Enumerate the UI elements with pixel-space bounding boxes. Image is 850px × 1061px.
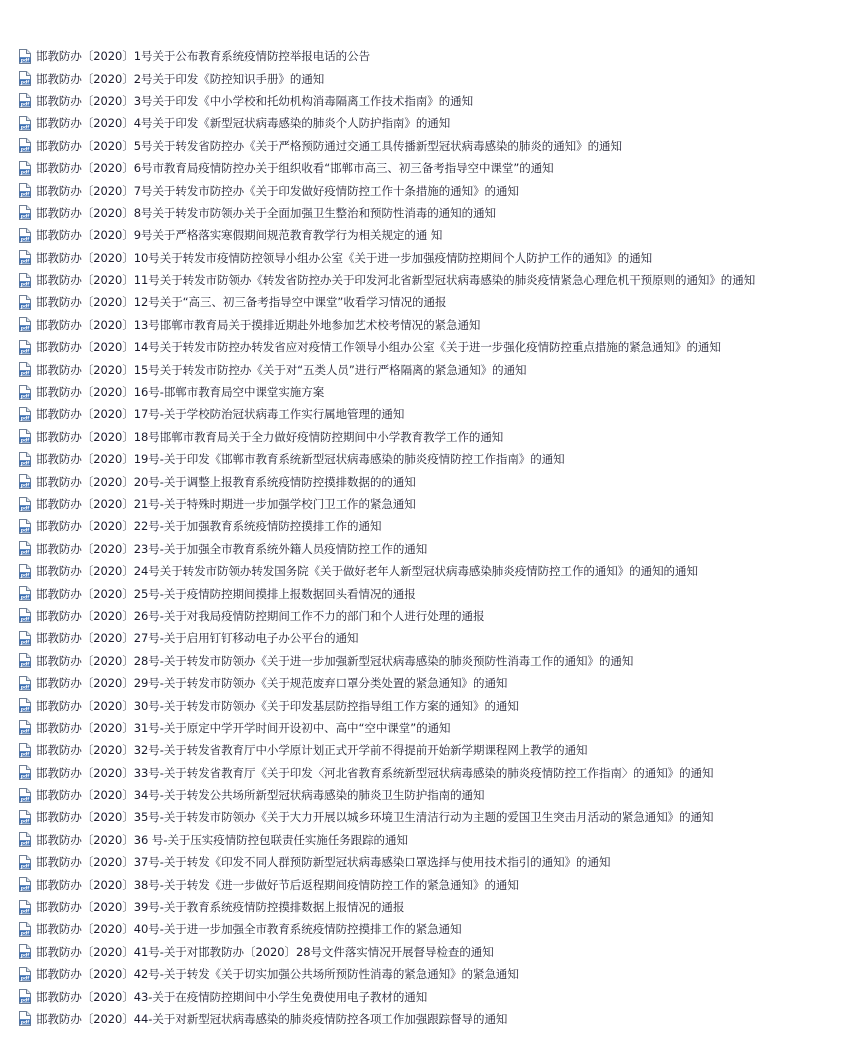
svg-text:pdf: pdf [20,80,30,86]
document-list-item[interactable] [18,1008,850,1030]
document-link[interactable]: 邯教防办〔2020〕24号关于转发市防领办转发国务院《关于做好老年人新型冠状病毒感染肺炎疫情防控工作的通知》的通知的通知 [36,564,698,579]
document-list-item[interactable] [18,67,850,89]
document-list-item[interactable] [18,851,850,873]
pdf-file-icon [18,71,31,86]
svg-text:pdf: pdf [20,998,30,1004]
document-link[interactable]: 邯教防办〔2020〕13号邯郸市教育局关于摸排近期赴外地参加艺术校考情况的紧急通知 [36,317,481,332]
document-link[interactable]: 邯教防办〔2020〕29号-关于转发市防领办《关于规范废弃口罩分类处置的紧急通知》的通知 [36,676,508,691]
pdf-file-icon [18,944,31,959]
pdf-file-icon [18,273,31,288]
svg-text:pdf: pdf [20,170,30,176]
svg-text:pdf: pdf [20,976,30,982]
svg-text:pdf: pdf [20,573,30,579]
pdf-file-icon [18,877,31,892]
document-list-item[interactable] [18,739,850,761]
svg-text:pdf: pdf [20,752,30,758]
pdf-file-icon [18,832,31,847]
svg-text:pdf: pdf [20,371,30,377]
svg-text:pdf: pdf [20,797,30,803]
document-link[interactable]: 邯教防办〔2020〕20号-关于调整上报教育系统疫情防控摸排数据的的通知 [36,474,416,489]
svg-text:pdf: pdf [20,103,30,109]
document-link[interactable]: 邯教防办〔2020〕36 号-关于压实疫情防控包联责任实施任务跟踪的通知 [36,832,408,847]
svg-text:pdf: pdf [20,685,30,691]
document-link[interactable]: 邯教防办〔2020〕10号关于转发市疫情防控领导小组办公室《关于进一步加强疫情防控期间个人防护工作的通知》的通知 [36,250,653,265]
document-list-item[interactable] [18,336,850,358]
svg-text:pdf: pdf [20,259,30,265]
document-link[interactable]: 邯教防办〔2020〕32号-关于转发省教育厅中小学原计划正式开学前不得提前开始新学期课程网上教学的通知 [36,743,588,758]
document-list-item[interactable] [18,784,850,806]
pdf-file-icon [18,340,31,355]
pdf-file-icon [18,541,31,556]
pdf-file-icon [18,631,31,646]
svg-text:pdf: pdf [20,483,30,489]
svg-text:pdf: pdf [20,215,30,221]
document-list-item[interactable] [18,560,850,582]
document-link[interactable]: 邯教防办〔2020〕12号关于“高三、初三备考指导空中课堂”收看学习情况的通报 [36,295,447,310]
svg-text:pdf: pdf [20,886,30,892]
document-list-item[interactable] [18,963,850,985]
document-list-item[interactable] [18,291,850,313]
document-link[interactable]: 邯教防办〔2020〕25号-关于疫情防控期间摸排上报数据回头看情况的通报 [36,586,416,601]
document-list-item[interactable] [18,269,850,291]
document-list-item[interactable] [18,538,850,560]
document-link[interactable]: 邯教防办〔2020〕26号-关于对我局疫情防控期间工作不力的部门和个人进行处理的通报 [36,608,485,623]
document-list-item[interactable] [18,426,850,448]
document-list-item[interactable] [18,403,850,425]
document-list-item[interactable] [18,90,850,112]
document-link[interactable]: 邯教防办〔2020〕4号关于印发《新型冠状病毒感染的肺炎个人防护指南》的通知 [36,116,451,131]
document-link[interactable]: 邯教防办〔2020〕33号-关于转发省教育厅《关于印发〈河北省教育系统新型冠状病毒感染的肺炎疫情防控工作指南〉的通知》的通知 [36,765,714,780]
document-list-item[interactable] [18,896,850,918]
pdf-file-icon [18,228,31,243]
document-link[interactable]: 邯教防办〔2020〕35号-关于转发市防领办《关于大力开展以城乡环境卫生清洁行动为主题的爱国卫生突击月活动的紧急通知》的通知 [36,810,714,825]
document-list-item[interactable] [18,627,850,649]
pdf-file-icon [18,788,31,803]
pdf-file-icon [18,407,31,422]
svg-text:pdf: pdf [20,595,30,601]
pdf-file-icon [18,922,31,937]
document-link[interactable]: 邯教防办〔2020〕21号-关于特殊时期进一步加强学校门卫工作的紧急通知 [36,497,416,511]
svg-text:pdf: pdf [20,416,30,422]
svg-text:pdf: pdf [20,528,30,534]
document-list-item[interactable] [18,224,850,246]
document-link[interactable]: 邯教防办〔2020〕41号-关于对邯教防办〔2020〕28号文件落实情况开展督导检查的通知 [36,944,494,959]
pdf-file-icon [18,608,31,623]
document-link[interactable]: 邯教防办〔2020〕27号-关于启用钉钉移动电子办公平台的通知 [36,631,359,646]
document-list-item[interactable] [18,247,850,269]
svg-text:pdf: pdf [20,1021,30,1027]
document-list-item[interactable] [18,493,850,515]
svg-text:pdf: pdf [20,192,30,198]
document-list-item[interactable] [18,112,850,134]
pdf-file-icon [18,900,31,915]
pdf-file-icon [18,989,31,1004]
document-link[interactable]: 邯教防办〔2020〕1号关于公布教育系统疫情防控举报电话的公告 [36,49,371,64]
document-link[interactable]: 邯教防办〔2020〕15号关于转发市防控办《关于对“五类人员”进行严格隔离的紧急通知》的通知 [36,362,527,377]
pdf-file-icon [18,474,31,489]
svg-text:pdf: pdf [20,438,30,444]
document-link[interactable]: 邯教防办〔2020〕38号-关于转发《进一步做好节后返程期间疫情防控工作的紧急通知》的通知 [36,877,519,892]
svg-text:pdf: pdf [20,864,30,870]
document-list-item[interactable] [18,605,850,627]
pdf-file-icon [18,497,31,512]
pdf-file-icon [18,49,31,64]
svg-text:pdf: pdf [20,461,30,467]
document-link[interactable]: 邯教防办〔2020〕6号市教育局疫情防控办关于组织收看“邯郸市高三、初三备考指导空中课堂”的通知 [36,161,554,176]
document-link[interactable]: 邯教防办〔2020〕18号邯郸市教育局关于全力做好疫情防控期间中小学教育教学工作的通知 [36,429,504,444]
document-link[interactable]: 邯教防办〔2020〕3号关于印发《中小学校和托幼机构消毒隔离工作技术指南》的通知 [36,93,474,108]
document-list-item[interactable] [18,582,850,604]
pdf-file-icon [18,855,31,870]
document-link[interactable]: 邯教防办〔2020〕39号-关于教育系统疫情防控摸排数据上报情况的通报 [36,900,405,915]
svg-text:pdf: pdf [20,662,30,668]
svg-text:pdf: pdf [20,618,30,624]
pdf-file-icon [18,698,31,713]
pdf-file-icon [18,429,31,444]
document-link[interactable]: 邯教防办〔2020〕2号关于印发《防控知识手册》的通知 [36,71,325,86]
svg-text:pdf: pdf [20,550,30,556]
document-list-item[interactable] [18,694,850,716]
svg-text:pdf: pdf [20,707,30,713]
pdf-file-icon [18,765,31,780]
svg-text:pdf: pdf [20,349,30,355]
document-link[interactable]: 邯教防办〔2020〕11号关于转发市防领办《转发省防控办关于印发河北省新型冠状病毒感染的肺炎疫情紧急心理危机干预原则的通知》的通知 [36,273,756,288]
document-link[interactable]: 邯教防办〔2020〕5号关于转发省防控办《关于严格预防通过交通工具传播新型冠状病毒感染的肺炎的通知》的通知 [36,138,622,153]
pdf-file-icon [18,967,31,982]
document-link[interactable]: 邯教防办〔2020〕34号-关于转发公共场所新型冠状病毒感染的肺炎卫生防护指南的通知 [36,788,485,803]
document-list-item[interactable] [18,448,850,470]
svg-text:pdf: pdf [20,394,30,400]
document-link[interactable]: 邯教防办〔2020〕31号-关于原定中学开学时间开设初中、高中“空中课堂”的通知 [36,720,451,735]
document-list-item[interactable] [18,45,850,67]
document-list-item[interactable] [18,873,850,895]
document-list-item[interactable] [18,717,850,739]
document-list-item[interactable] [18,762,850,784]
svg-text:pdf: pdf [20,147,30,153]
pdf-file-icon [18,676,31,691]
pdf-file-icon [18,564,31,579]
document-link[interactable]: 邯教防办〔2020〕9号关于严格落实寒假期间规范教育教学行为相关规定的通 知 [36,228,443,243]
pdf-file-icon [18,116,31,131]
svg-text:pdf: pdf [20,304,30,310]
svg-text:pdf: pdf [20,506,30,512]
svg-text:pdf: pdf [20,774,30,780]
pdf-file-icon [18,161,31,176]
pdf-file-icon [18,1011,31,1026]
document-list-item[interactable] [18,470,850,492]
document-link[interactable]: 邯教防办〔2020〕19号-关于印发《邯郸市教育系统新型冠状病毒感染的肺炎疫情防控工作指南》的通知 [36,452,565,467]
svg-text:pdf: pdf [20,282,30,288]
document-link[interactable]: 邯教防办〔2020〕8号关于转发市防领办关于全面加强卫生整治和预防性消毒的通知的通知 [36,205,496,220]
svg-text:pdf: pdf [20,640,30,646]
pdf-file-icon [18,452,31,467]
svg-text:pdf: pdf [20,237,30,243]
pdf-file-icon [18,205,31,220]
document-list-item[interactable] [18,985,850,1007]
svg-text:pdf: pdf [20,909,30,915]
pdf-file-icon [18,250,31,265]
document-list-item[interactable] [18,157,850,179]
svg-text:pdf: pdf [20,58,30,64]
document-list-item[interactable] [18,515,850,537]
document-link[interactable]: 邯教防办〔2020〕17号-关于学校防治冠状病毒工作实行属地管理的通知 [36,407,405,422]
document-link[interactable]: 邯教防办〔2020〕40号-关于进一步加强全市教育系统疫情防控摸排工作的紧急通知 [36,922,462,937]
document-link[interactable]: 邯教防办〔2020〕28号-关于转发市防领办《关于进一步加强新型冠状病毒感染的肺炎预防性消毒工作的通知》的通知 [36,653,634,668]
pdf-file-icon [18,519,31,534]
pdf-file-icon [18,317,31,332]
svg-text:pdf: pdf [20,326,30,332]
document-list-item[interactable] [18,358,850,380]
pdf-file-icon [18,653,31,668]
document-list-item[interactable] [18,381,850,403]
document-list-item[interactable] [18,650,850,672]
document-list-item[interactable] [18,941,850,963]
pdf-file-icon [18,810,31,825]
document-list-item[interactable] [18,672,850,694]
svg-text:pdf: pdf [20,730,30,736]
pdf-file-icon [18,385,31,400]
pdf-file-icon [18,720,31,735]
document-link[interactable]: 邯教防办〔2020〕16号-邯郸市教育局空中课堂实施方案 [36,385,325,400]
document-link[interactable]: 邯教防办〔2020〕44-关于对新型冠状病毒感染的肺炎疫情防控各项工作加强跟踪督导的通知 [36,1011,508,1026]
pdf-file-icon [18,362,31,377]
svg-text:pdf: pdf [20,931,30,937]
svg-text:pdf: pdf [20,953,30,959]
document-link[interactable]: 邯教防办〔2020〕23号-关于加强全市教育系统外籍人员疫情防控工作的通知 [36,541,428,556]
document-link[interactable]: 邯教防办〔2020〕22号-关于加强教育系统疫情防控摸排工作的通知 [36,519,382,534]
document-link[interactable]: 邯教防办〔2020〕14号关于转发市防控办转发省应对疫情工作领导小组办公室《关于进一步强化疫情防控重点措施的紧急通知》的通知 [36,340,721,355]
svg-text:pdf: pdf [20,125,30,131]
document-list [18,45,850,1030]
document-list-item[interactable] [18,314,850,336]
document-list-item[interactable] [18,179,850,201]
svg-text:pdf: pdf [20,841,30,847]
document-link[interactable]: 邯教防办〔2020〕37号-关于转发《印发不同人群预防新型冠状病毒感染口罩选择与使用技术指引的通知》的通知 [36,855,611,870]
document-link[interactable]: 邯教防办〔2020〕43-关于在疫情防控期间中小学生免费使用电子教材的通知 [36,989,428,1004]
svg-text:pdf: pdf [20,819,30,825]
pdf-file-icon [18,183,31,198]
pdf-file-icon [18,586,31,601]
document-list-item[interactable] [18,806,850,828]
pdf-file-icon [18,295,31,310]
document-link[interactable]: 邯教防办〔2020〕42号-关于转发《关于切实加强公共场所预防性消毒的紧急通知》的紧急通知 [36,967,519,982]
document-list-item[interactable] [18,918,850,940]
pdf-file-icon [18,93,31,108]
pdf-file-icon [18,743,31,758]
document-list-item[interactable] [18,202,850,224]
document-link[interactable]: 邯教防办〔2020〕7号关于转发市防控办《关于印发做好疫情防控工作十条措施的通知》的通知 [36,183,519,198]
document-list-item[interactable] [18,829,850,851]
document-link[interactable]: 邯教防办〔2020〕30号-关于转发市防领办《关于印发基层防控指导组工作方案的通知》的通知 [36,698,519,713]
pdf-file-icon [18,138,31,153]
document-list-item[interactable] [18,135,850,157]
